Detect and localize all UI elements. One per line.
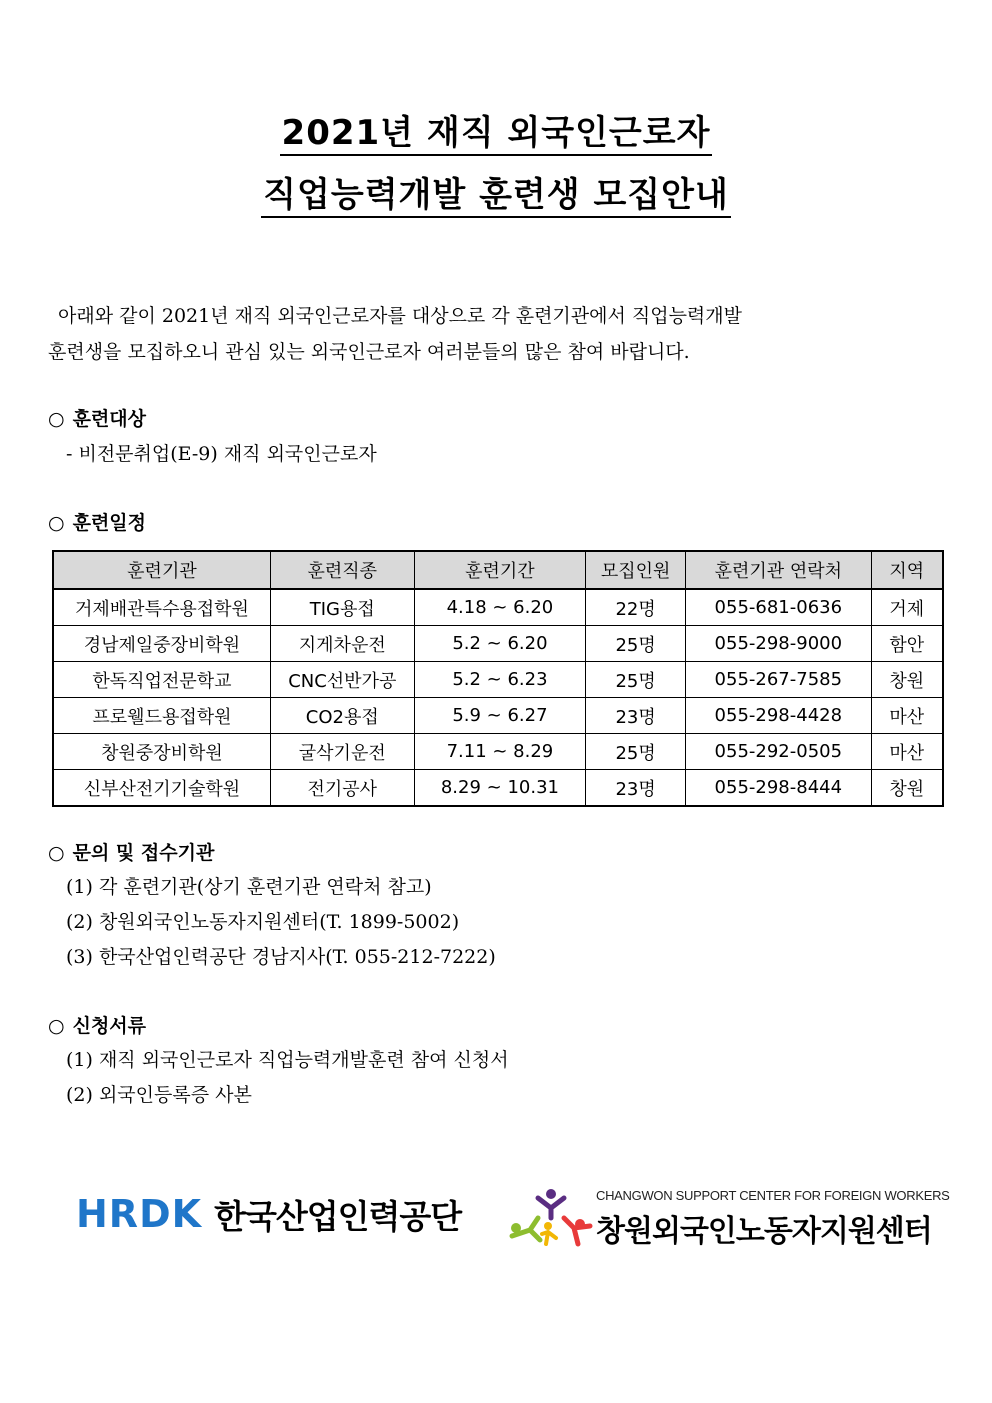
cell-institution: 신부산전기기술학원 (53, 770, 270, 807)
section-documents-item: (1) 재직 외국인근로자 직업능력개발훈련 참여 신청서 (66, 1049, 509, 1071)
intro-paragraph (48, 298, 908, 370)
table-header-row (53, 551, 943, 589)
cell-institution: 경남제일중장비학원 (53, 626, 270, 662)
cell-occupation: TIG용접 (270, 589, 414, 626)
section-inquiry-title: 문의 및 접수기관 (72, 842, 215, 864)
hrdk-logo-letters: HRDK (76, 1192, 203, 1236)
table-row (53, 698, 943, 734)
bullet-circle-icon: ○ (48, 842, 65, 864)
cell-recruits: 22명 (586, 589, 686, 626)
section-inquiry-heading (48, 840, 214, 866)
cell-contact: 055-298-9000 (686, 626, 872, 662)
cell-period: 4.18 ~ 6.20 (414, 589, 586, 626)
cell-recruits: 25명 (586, 626, 686, 662)
hrdk-logo (76, 1194, 461, 1234)
title-line-1: 2021년 재직 외국인근로자 (280, 112, 713, 156)
header-region: 지역 (871, 551, 943, 589)
cell-occupation: 전기공사 (270, 770, 414, 807)
cell-contact: 055-267-7585 (686, 662, 872, 698)
changwon-logo-korean: 창원외국인노동자지원센터 (596, 1214, 932, 1249)
cell-period: 5.2 ~ 6.23 (414, 662, 586, 698)
section-schedule-title: 훈련일정 (72, 512, 147, 534)
cell-recruits: 23명 (586, 698, 686, 734)
cell-recruits: 25명 (586, 734, 686, 770)
section-documents-item: (2) 외국인등록증 사본 (66, 1084, 252, 1106)
bullet-circle-icon: ○ (48, 512, 65, 534)
section-documents-title: 신청서류 (72, 1015, 147, 1037)
cell-contact: 055-298-4428 (686, 698, 872, 734)
cell-contact: 055-292-0505 (686, 734, 872, 770)
table-row (53, 770, 943, 807)
cell-institution: 창원중장비학원 (53, 734, 270, 770)
header-occupation: 훈련직종 (270, 551, 414, 589)
section-target-heading (48, 406, 146, 432)
cell-region: 거제 (871, 589, 943, 626)
cell-period: 8.29 ~ 10.31 (414, 770, 586, 807)
cell-occupation: 굴삭기운전 (270, 734, 414, 770)
title-line-2: 직업능력개발 훈련생 모집안내 (261, 174, 731, 218)
cell-region: 함안 (871, 626, 943, 662)
cell-institution: 한독직업전문학교 (53, 662, 270, 698)
section-inquiry-item: (1) 각 훈련기관(상기 훈련기관 연락처 참고) (66, 876, 432, 898)
table-row (53, 662, 943, 698)
cell-contact: 055-298-8444 (686, 770, 872, 807)
cell-occupation: CO2용접 (270, 698, 414, 734)
changwon-logo-english: CHANGWON SUPPORT CENTER FOR FOREIGN WORKERS (596, 1188, 950, 1203)
intro-line-2: 훈련생을 모집하오니 관심 있는 외국인근로자 여러분들의 많은 참여 바랍니다. (48, 341, 690, 363)
bullet-circle-icon: ○ (48, 408, 65, 430)
section-inquiry-item: (2) 창원외국인노동자지원센터(T. 1899-5002) (66, 911, 460, 933)
changwon-center-logo (508, 1188, 948, 1248)
cell-contact: 055-681-0636 (686, 589, 872, 626)
table-row (53, 734, 943, 770)
cell-period: 7.11 ~ 8.29 (414, 734, 586, 770)
table-row (53, 589, 943, 626)
section-schedule-heading (48, 510, 146, 536)
section-inquiry-item: (3) 한국산업인력공단 경남지사(T. 055-212-7222) (66, 946, 496, 968)
cell-region: 마산 (871, 734, 943, 770)
section-target-title: 훈련대상 (72, 408, 147, 430)
header-institution: 훈련기관 (53, 551, 270, 589)
cell-recruits: 25명 (586, 662, 686, 698)
header-period: 훈련기간 (414, 551, 586, 589)
document-title (0, 112, 992, 236)
people-figures-icon (508, 1188, 594, 1248)
cell-occupation: 지게차운전 (270, 626, 414, 662)
bullet-circle-icon: ○ (48, 1015, 65, 1037)
section-documents-heading (48, 1013, 146, 1039)
cell-period: 5.9 ~ 6.27 (414, 698, 586, 734)
cell-occupation: CNC선반가공 (270, 662, 414, 698)
cell-recruits: 23명 (586, 770, 686, 807)
cell-period: 5.2 ~ 6.20 (414, 626, 586, 662)
header-recruits: 모집인원 (586, 551, 686, 589)
cell-institution: 거제배관특수용접학원 (53, 589, 270, 626)
section-target-item: - 비전문취업(E-9) 재직 외국인근로자 (66, 443, 377, 465)
hrdk-logo-name: 한국산업인력공단 (214, 1196, 462, 1236)
table-row (53, 626, 943, 662)
cell-region: 창원 (871, 770, 943, 807)
cell-region: 마산 (871, 698, 943, 734)
header-contact: 훈련기관 연락처 (686, 551, 872, 589)
intro-line-1: 아래와 같이 2021년 재직 외국인근로자를 대상으로 각 훈련기관에서 직업능력개발 (58, 305, 742, 327)
cell-region: 창원 (871, 662, 943, 698)
training-schedule-table (52, 550, 944, 807)
cell-institution: 프로웰드용접학원 (53, 698, 270, 734)
